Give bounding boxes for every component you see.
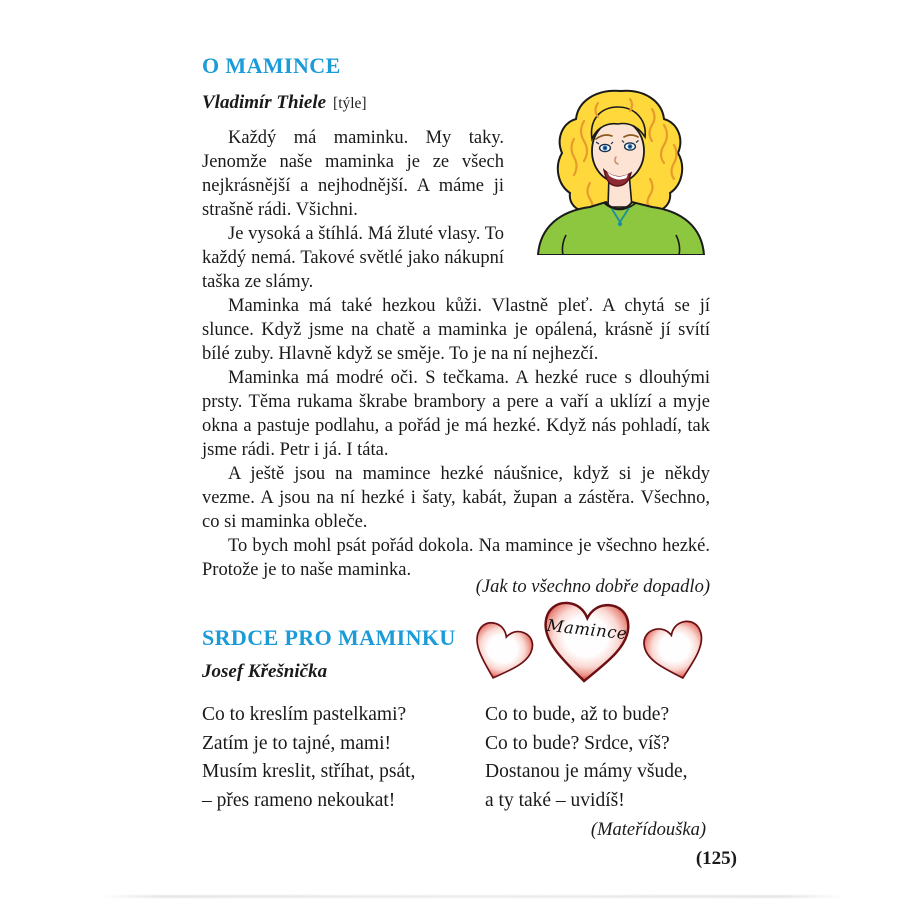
paragraph-2: Je vysoká a štíhlá. Má žluté vlasy. To každý nemá. Takové světlé jako nákupní taška ze slámy.: [202, 224, 504, 292]
page-number: (125): [695, 848, 737, 869]
paragraph-3: Maminka má také hezkou kůži. Vlastně pleť. A chytá se jí slunce. Když jsme na chatě a maminka je opálená, krásně jí svítí bílé zuby. Hlavně když se směje. To je na ní nejhezčí.: [202, 296, 710, 364]
poem-stanza-1: [202, 701, 485, 841]
page-edge-shadow: [100, 895, 845, 898]
paragraph-1: Každý má maminku. My taky. Jenomže naše maminka je ze všech nejkrásnější a nejhodnější. A máme ji strašně rádi. Všichni.: [202, 128, 504, 220]
poem-line: – přes rameno nekoukat!: [202, 789, 396, 811]
section-o-mamince: [202, 53, 710, 582]
section2-author: Josef Křešnička: [202, 661, 328, 682]
poem-line: Zatím je to tajné, mami!: [202, 732, 391, 754]
woman-illustration-svg: [532, 87, 710, 255]
poem-line: a ty také – uvidíš!: [485, 789, 625, 811]
section1-title: O MAMINCE: [202, 53, 341, 78]
poem-stanza-2: [485, 701, 710, 841]
poem: [202, 701, 710, 841]
woman-illustration: [532, 87, 710, 255]
poem-line: Co to bude, až to bude?: [485, 704, 670, 725]
section-srdce-pro-maminku: [202, 625, 710, 841]
poem-line: Dostanou je mámy všude,: [485, 761, 688, 782]
poem-line: Co to bude? Srdce, víš?: [485, 732, 670, 754]
section1-author: Vladimír Thiele: [202, 92, 327, 113]
section1-source: (Jak to všechno dobře dopadlo): [475, 577, 710, 597]
poem-line: Co to kreslím pastelkami?: [202, 704, 407, 725]
paragraph-5: A ještě jsou na mamince hezké náušnice, když si je někdy vezme. A jsou na ní hezké i šaty, kabát, župan a zástěra. Všechno, co si maminka obleče.: [202, 464, 710, 532]
section2-title: SRDCE PRO MAMINKU: [202, 625, 456, 650]
section2-author-line: [202, 661, 710, 683]
paragraph-4: Maminka má modré oči. S tečkama. A hezké ruce s dlouhými prsty. Těma rukama škrabe brambory a pere a vaří a uklízí a myje okna a pastuje podlahu, a pořád je má hezké. Když nás pohladí, tak jsme rádi. Petr i já. I táta.: [202, 368, 710, 460]
section2-source: (Mateřídouška): [590, 820, 706, 840]
heart-label: Mamince: [545, 615, 629, 644]
section1-pronunciation: [týle]: [333, 95, 367, 112]
poem-line: Musím kreslit, stříhat, psát,: [202, 761, 416, 782]
paragraph-6: To bych mohl psát pořád dokola. Na mamince je všechno hezké. Protože je to naše maminka.: [202, 536, 710, 580]
